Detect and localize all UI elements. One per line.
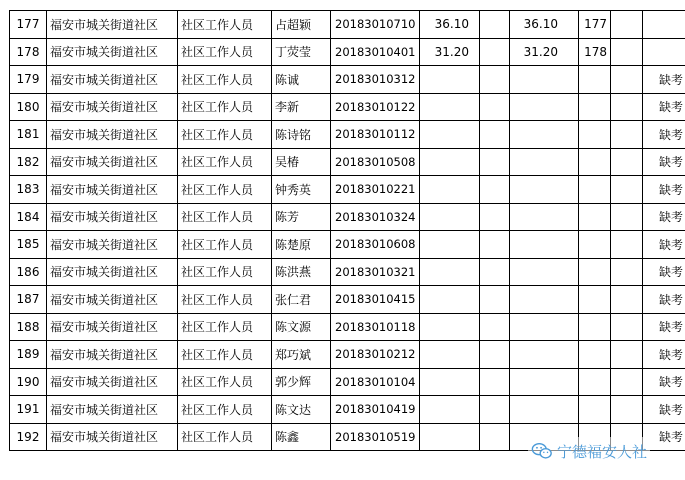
- empty-score-cell: [480, 121, 510, 149]
- results-table-body: [10, 11, 685, 451]
- row-number: 186: [10, 258, 47, 286]
- name-cell: 陈洪燕: [272, 258, 331, 286]
- exam-id-cell: 20183010118: [331, 313, 420, 341]
- row-number: 185: [10, 231, 47, 259]
- organization-cell: 福安市城关街道社区: [47, 231, 178, 259]
- wechat-icon: [531, 440, 553, 462]
- total-score-cell: [510, 176, 579, 204]
- watermark-text: 宁德福安人社: [557, 442, 648, 461]
- position-cell: 社区工作人员: [178, 286, 272, 314]
- name-cell: 陈文源: [272, 313, 331, 341]
- note-cell: 缺考: [643, 93, 685, 121]
- row-number: 181: [10, 121, 47, 149]
- empty-score-cell: [480, 286, 510, 314]
- note-cell: [643, 38, 685, 66]
- row-number: 190: [10, 368, 47, 396]
- rank-cell: [579, 396, 611, 424]
- total-score-cell: [510, 121, 579, 149]
- note-cell: [643, 11, 685, 39]
- empty-score-cell: [480, 396, 510, 424]
- rank-cell: [579, 203, 611, 231]
- total-score-cell: [510, 286, 579, 314]
- name-cell: 陈诚: [272, 66, 331, 94]
- note-cell: 缺考: [643, 313, 685, 341]
- name-cell: 郭少辉: [272, 368, 331, 396]
- table-row: [10, 231, 685, 259]
- position-cell: 社区工作人员: [178, 258, 272, 286]
- name-cell: 占超颖: [272, 11, 331, 39]
- table-row: [10, 121, 685, 149]
- total-score-cell: [510, 368, 579, 396]
- exam-id-cell: 20183010104: [331, 368, 420, 396]
- secondary-rank-cell: [611, 231, 643, 259]
- empty-score-cell: [480, 423, 510, 451]
- row-number: 180: [10, 93, 47, 121]
- secondary-rank-cell: [611, 38, 643, 66]
- note-cell: 缺考: [643, 121, 685, 149]
- exam-id-cell: 20183010312: [331, 66, 420, 94]
- name-cell: 郑巧斌: [272, 341, 331, 369]
- position-cell: 社区工作人员: [178, 313, 272, 341]
- secondary-rank-cell: [611, 203, 643, 231]
- name-cell: 李新: [272, 93, 331, 121]
- written-score-cell: [420, 286, 480, 314]
- position-cell: 社区工作人员: [178, 341, 272, 369]
- position-cell: 社区工作人员: [178, 66, 272, 94]
- note-cell: 缺考: [643, 66, 685, 94]
- note-cell: 缺考: [643, 258, 685, 286]
- row-number: 187: [10, 286, 47, 314]
- rank-cell: [579, 368, 611, 396]
- organization-cell: 福安市城关街道社区: [47, 11, 178, 39]
- secondary-rank-cell: [611, 341, 643, 369]
- total-score-cell: [510, 148, 579, 176]
- exam-id-cell: 20183010419: [331, 396, 420, 424]
- name-cell: 陈芳: [272, 203, 331, 231]
- exam-id-cell: 20183010508: [331, 148, 420, 176]
- table-row: [10, 176, 685, 204]
- row-number: 182: [10, 148, 47, 176]
- table-row: [10, 286, 685, 314]
- row-number: 179: [10, 66, 47, 94]
- rank-cell: [579, 258, 611, 286]
- rank-cell: 178: [579, 38, 611, 66]
- written-score-cell: [420, 231, 480, 259]
- table-row: [10, 66, 685, 94]
- organization-cell: 福安市城关街道社区: [47, 368, 178, 396]
- position-cell: 社区工作人员: [178, 203, 272, 231]
- name-cell: 张仁君: [272, 286, 331, 314]
- secondary-rank-cell: [611, 121, 643, 149]
- exam-id-cell: 20183010112: [331, 121, 420, 149]
- total-score-cell: [510, 203, 579, 231]
- name-cell: 吴椿: [272, 148, 331, 176]
- rank-cell: [579, 66, 611, 94]
- table-row: [10, 203, 685, 231]
- rank-cell: [579, 313, 611, 341]
- table-row: [10, 11, 685, 39]
- position-cell: 社区工作人员: [178, 11, 272, 39]
- exam-id-cell: 20183010608: [331, 231, 420, 259]
- position-cell: 社区工作人员: [178, 396, 272, 424]
- exam-id-cell: 20183010401: [331, 38, 420, 66]
- position-cell: 社区工作人员: [178, 176, 272, 204]
- organization-cell: 福安市城关街道社区: [47, 423, 178, 451]
- note-cell: 缺考: [643, 203, 685, 231]
- secondary-rank-cell: [611, 11, 643, 39]
- rank-cell: [579, 231, 611, 259]
- rank-cell: [579, 148, 611, 176]
- total-score-cell: [510, 93, 579, 121]
- name-cell: 钟秀英: [272, 176, 331, 204]
- organization-cell: 福安市城关街道社区: [47, 286, 178, 314]
- total-score-cell: [510, 66, 579, 94]
- exam-id-cell: 20183010324: [331, 203, 420, 231]
- total-score-cell: 36.10: [510, 11, 579, 39]
- empty-score-cell: [480, 66, 510, 94]
- exam-id-cell: 20183010415: [331, 286, 420, 314]
- table-row: [10, 313, 685, 341]
- name-cell: 陈楚原: [272, 231, 331, 259]
- exam-id-cell: 20183010122: [331, 93, 420, 121]
- total-score-cell: 31.20: [510, 38, 579, 66]
- name-cell: 陈鑫: [272, 423, 331, 451]
- rank-cell: [579, 121, 611, 149]
- position-cell: 社区工作人员: [178, 121, 272, 149]
- organization-cell: 福安市城关街道社区: [47, 121, 178, 149]
- name-cell: 丁荧莹: [272, 38, 331, 66]
- row-number: 178: [10, 38, 47, 66]
- secondary-rank-cell: [611, 396, 643, 424]
- empty-score-cell: [480, 258, 510, 286]
- organization-cell: 福安市城关街道社区: [47, 258, 178, 286]
- written-score-cell: [420, 176, 480, 204]
- position-cell: 社区工作人员: [178, 368, 272, 396]
- organization-cell: 福安市城关街道社区: [47, 93, 178, 121]
- note-cell: 缺考: [643, 341, 685, 369]
- empty-score-cell: [480, 11, 510, 39]
- position-cell: 社区工作人员: [178, 231, 272, 259]
- secondary-rank-cell: [611, 368, 643, 396]
- written-score-cell: [420, 121, 480, 149]
- written-score-cell: [420, 258, 480, 286]
- empty-score-cell: [480, 203, 510, 231]
- organization-cell: 福安市城关街道社区: [47, 66, 178, 94]
- exam-id-cell: 20183010710: [331, 11, 420, 39]
- secondary-rank-cell: [611, 176, 643, 204]
- secondary-rank-cell: [611, 286, 643, 314]
- total-score-cell: [510, 341, 579, 369]
- written-score-cell: 36.10: [420, 11, 480, 39]
- note-cell: 缺考: [643, 423, 685, 451]
- table-row: [10, 38, 685, 66]
- written-score-cell: [420, 396, 480, 424]
- secondary-rank-cell: [611, 313, 643, 341]
- results-table: [9, 10, 685, 451]
- table-row: [10, 341, 685, 369]
- note-cell: 缺考: [643, 368, 685, 396]
- organization-cell: 福安市城关街道社区: [47, 148, 178, 176]
- written-score-cell: [420, 148, 480, 176]
- rank-cell: [579, 341, 611, 369]
- table-row: [10, 396, 685, 424]
- rank-cell: 177: [579, 11, 611, 39]
- row-number: 192: [10, 423, 47, 451]
- note-cell: 缺考: [643, 396, 685, 424]
- table-row: [10, 93, 685, 121]
- organization-cell: 福安市城关街道社区: [47, 176, 178, 204]
- row-number: 184: [10, 203, 47, 231]
- rank-cell: [579, 176, 611, 204]
- secondary-rank-cell: [611, 66, 643, 94]
- position-cell: 社区工作人员: [178, 93, 272, 121]
- rank-cell: [579, 93, 611, 121]
- written-score-cell: [420, 313, 480, 341]
- organization-cell: 福安市城关街道社区: [47, 38, 178, 66]
- total-score-cell: [510, 231, 579, 259]
- organization-cell: 福安市城关街道社区: [47, 313, 178, 341]
- written-score-cell: [420, 423, 480, 451]
- total-score-cell: [510, 258, 579, 286]
- note-cell: 缺考: [643, 231, 685, 259]
- empty-score-cell: [480, 38, 510, 66]
- exam-id-cell: 20183010321: [331, 258, 420, 286]
- row-number: 189: [10, 341, 47, 369]
- written-score-cell: [420, 203, 480, 231]
- empty-score-cell: [480, 148, 510, 176]
- organization-cell: 福安市城关街道社区: [47, 341, 178, 369]
- row-number: 191: [10, 396, 47, 424]
- row-number: 188: [10, 313, 47, 341]
- empty-score-cell: [480, 341, 510, 369]
- row-number: 183: [10, 176, 47, 204]
- exam-id-cell: 20183010519: [331, 423, 420, 451]
- secondary-rank-cell: [611, 148, 643, 176]
- name-cell: 陈文达: [272, 396, 331, 424]
- row-number: 177: [10, 11, 47, 39]
- table-row: [10, 258, 685, 286]
- written-score-cell: [420, 368, 480, 396]
- note-cell: 缺考: [643, 176, 685, 204]
- position-cell: 社区工作人员: [178, 148, 272, 176]
- position-cell: 社区工作人员: [178, 423, 272, 451]
- empty-score-cell: [480, 93, 510, 121]
- empty-score-cell: [480, 176, 510, 204]
- organization-cell: 福安市城关街道社区: [47, 396, 178, 424]
- note-cell: 缺考: [643, 148, 685, 176]
- exam-id-cell: 20183010221: [331, 176, 420, 204]
- exam-id-cell: 20183010212: [331, 341, 420, 369]
- empty-score-cell: [480, 368, 510, 396]
- watermark: [528, 437, 650, 465]
- total-score-cell: [510, 313, 579, 341]
- table-row: [10, 148, 685, 176]
- total-score-cell: [510, 396, 579, 424]
- secondary-rank-cell: [611, 93, 643, 121]
- rank-cell: [579, 286, 611, 314]
- written-score-cell: [420, 66, 480, 94]
- secondary-rank-cell: [611, 258, 643, 286]
- position-cell: 社区工作人员: [178, 38, 272, 66]
- written-score-cell: [420, 93, 480, 121]
- table-row: [10, 368, 685, 396]
- name-cell: 陈诗铭: [272, 121, 331, 149]
- written-score-cell: 31.20: [420, 38, 480, 66]
- empty-score-cell: [480, 313, 510, 341]
- written-score-cell: [420, 341, 480, 369]
- note-cell: 缺考: [643, 286, 685, 314]
- empty-score-cell: [480, 231, 510, 259]
- organization-cell: 福安市城关街道社区: [47, 203, 178, 231]
